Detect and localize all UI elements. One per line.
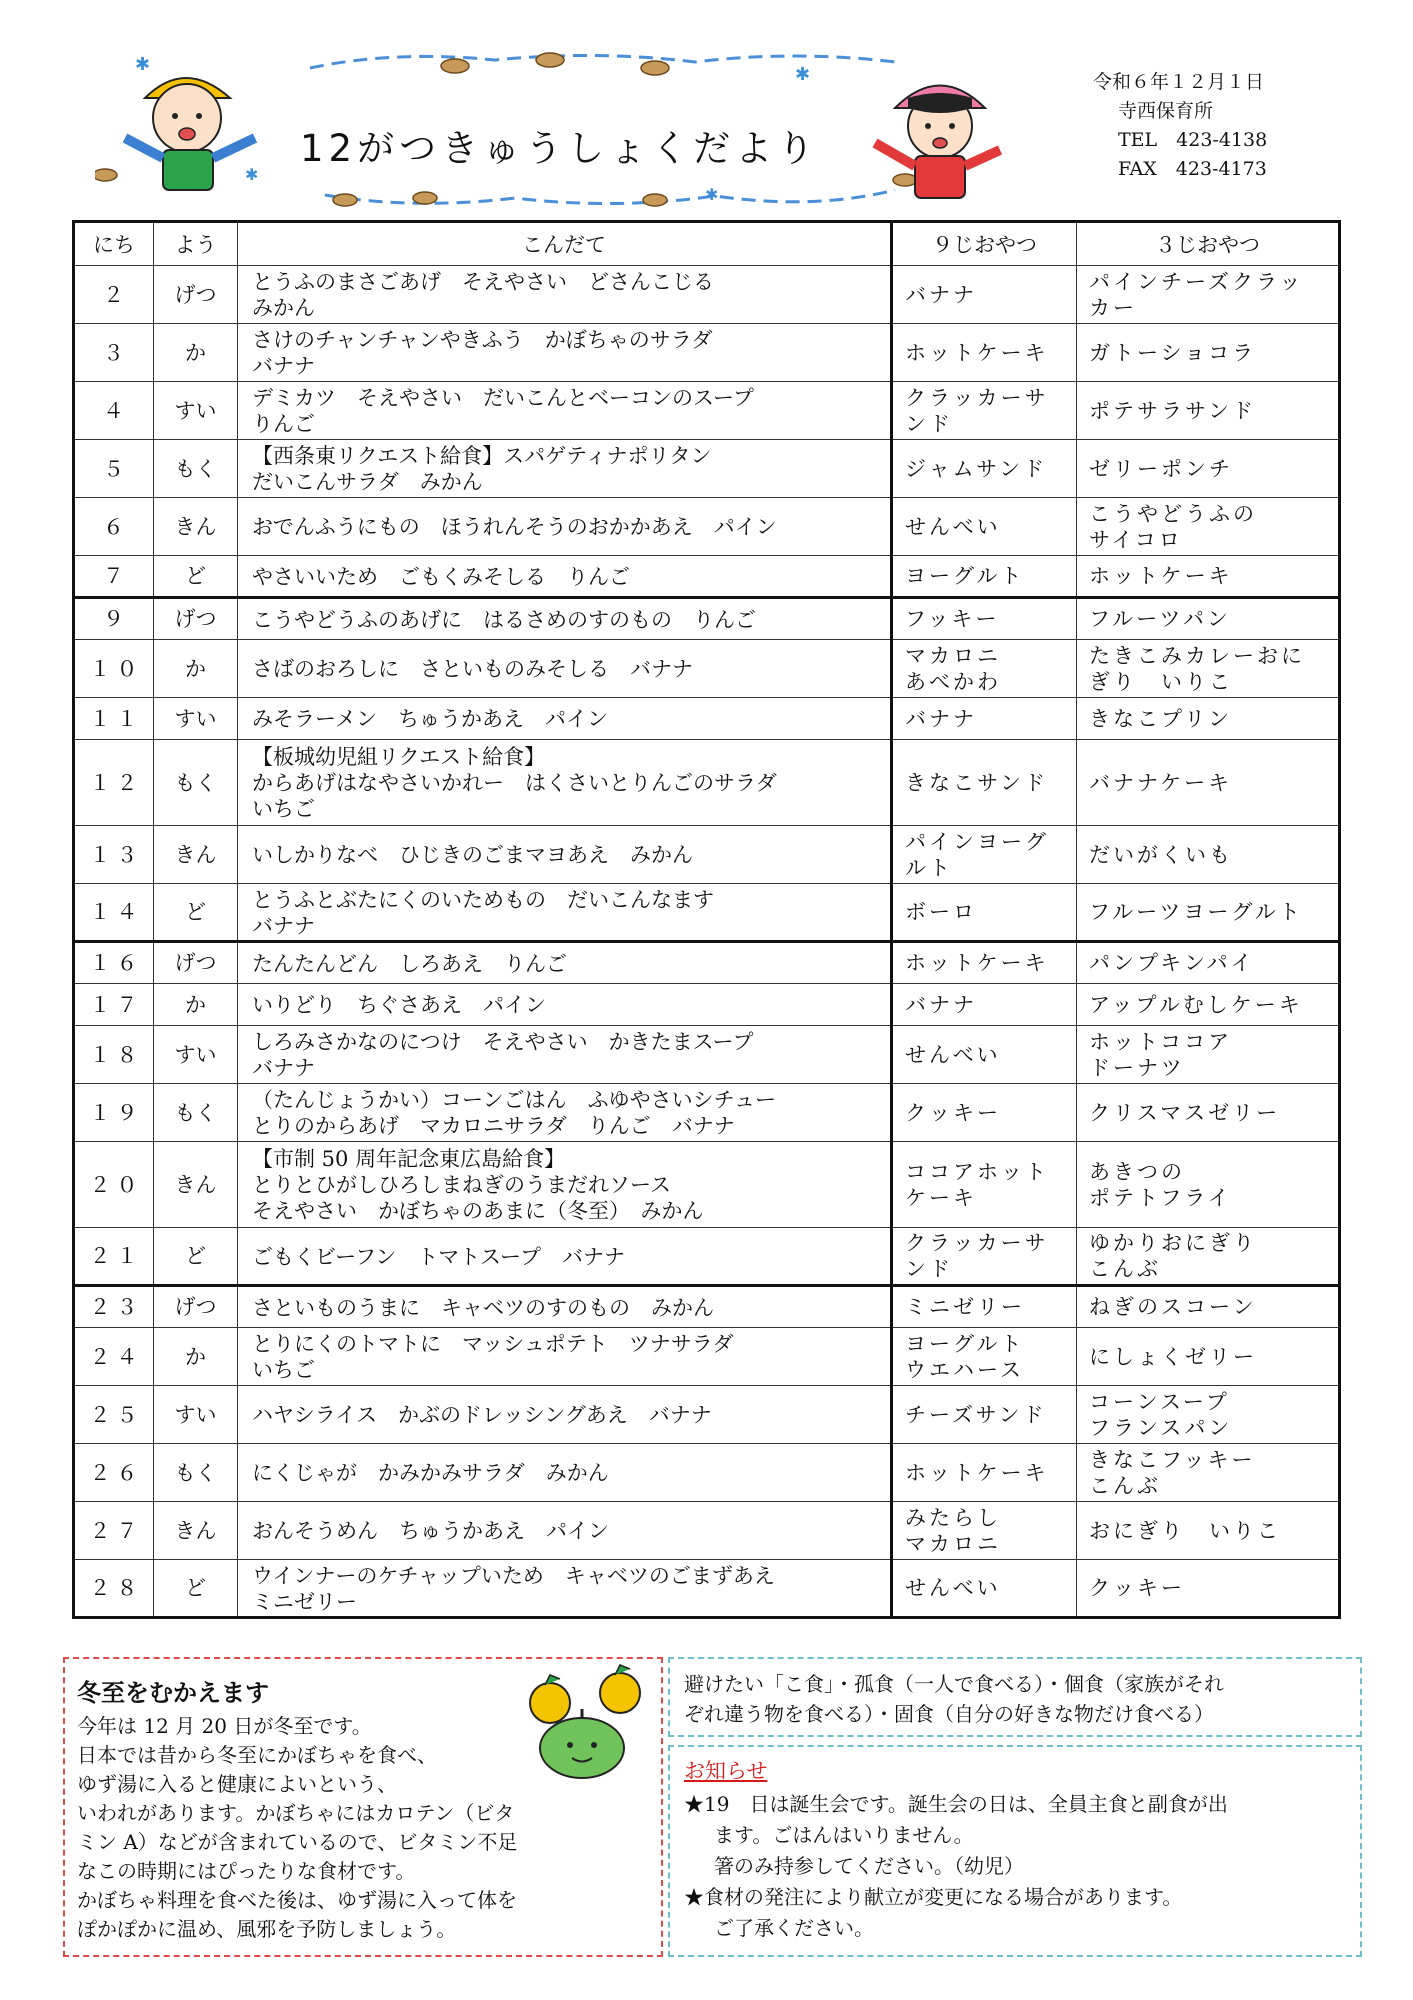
header-weekday: よう	[154, 222, 238, 266]
snack-3-cell-line: あきつの	[1089, 1159, 1185, 1184]
day-cell: １７	[74, 984, 154, 1026]
table-row	[74, 1286, 1340, 1328]
svg-text:✱: ✱	[705, 185, 719, 204]
snack-3-cell-line: こんぶ	[1089, 1257, 1161, 1281]
snack-3-cell-line: おにぎり いりこ	[1089, 1518, 1281, 1543]
tel-number: TEL 423-4138	[1118, 129, 1268, 151]
day-cell: １０	[74, 640, 154, 698]
notice-heading: お知らせ	[684, 1759, 768, 1783]
snack-9-cell-line: ホットケーキ	[905, 951, 1049, 975]
menu-cell-line: いりどり ちぐさあえ パイン	[252, 993, 546, 1017]
snack-9-cell-line: クラッカーサ	[905, 1231, 1049, 1255]
menu-cell-line: おんそうめん ちゅうかあえ パイン	[252, 1519, 609, 1543]
menu-cell-line: バナナ	[252, 1056, 315, 1080]
weekday-cell: もく	[154, 440, 238, 498]
menu-cell-line: やさいいため ごもくみそしる りんご	[252, 564, 630, 589]
snack-9-cell-line: ホットケーキ	[905, 340, 1049, 365]
snack-3-cell-line: フルーツヨーグルト	[1089, 900, 1303, 924]
snack-3-cell	[1077, 884, 1340, 942]
menu-cell	[238, 1386, 892, 1444]
table-row	[74, 984, 1340, 1026]
table-row	[74, 884, 1340, 942]
table-row	[74, 1560, 1340, 1618]
fax-number: FAX 423-4173	[1118, 158, 1267, 180]
snack-3-cell	[1077, 826, 1340, 884]
menu-cell	[238, 884, 892, 942]
menu-cell-line: こうやどうふのあげに はるさめのすのもの りんご	[252, 607, 756, 632]
snack-9-cell	[892, 440, 1077, 498]
snack-9-cell-line: ケーキ	[905, 1185, 977, 1210]
boy-illustration	[115, 58, 285, 198]
weekday-cell: もく	[154, 1444, 238, 1502]
toji-line: 今年は 12 月 20 日が冬至です。	[77, 1714, 372, 1738]
snack-9-cell	[892, 1444, 1077, 1502]
snack-3-cell-line: ゼリーポンチ	[1089, 456, 1233, 481]
snack-3-cell-line: ポテサラサンド	[1089, 398, 1256, 423]
menu-cell	[238, 382, 892, 440]
weekday-cell: きん	[154, 1142, 238, 1228]
day-cell: ２	[74, 266, 154, 324]
snack-3-cell	[1077, 1502, 1340, 1560]
table-row	[74, 1084, 1340, 1142]
table-row	[74, 1502, 1340, 1560]
menu-cell	[238, 1084, 892, 1142]
snack-3-cell-line: きなこフッキー	[1089, 1447, 1256, 1472]
menu-cell	[238, 984, 892, 1026]
menu-cell-line: いちご	[252, 1358, 315, 1382]
day-cell: ２５	[74, 1386, 154, 1444]
snack-3-cell-line: クッキー	[1089, 1576, 1185, 1600]
day-cell: ２７	[74, 1502, 154, 1560]
snack-3-cell	[1077, 984, 1340, 1026]
toji-line: かぼちゃ料理を食べた後は、ゆず湯に入って体を	[77, 1888, 517, 1912]
toji-line: ゆず湯に入ると健康によいという、	[77, 1772, 397, 1796]
snack-9-cell	[892, 1386, 1077, 1444]
menu-cell-line: とうふとぶたにくのいためもの だいこんなます	[252, 887, 714, 912]
header-menu: こんだて	[238, 222, 892, 266]
header	[0, 0, 1413, 215]
snack-9-cell	[892, 266, 1077, 324]
menu-cell-line: だいこんサラダ みかん	[252, 470, 483, 494]
notice-line: ます。ごはんはいりません。	[714, 1823, 974, 1847]
menu-cell-line: 【板城幼児組リクエスト給食】	[252, 745, 546, 769]
menu-cell-line: バナナ	[252, 913, 315, 938]
snack-3-cell	[1077, 740, 1340, 826]
snack-3-cell-line: バナナケーキ	[1089, 770, 1233, 795]
snack-9-cell	[892, 640, 1077, 698]
snack-9-cell-line: フッキー	[905, 607, 1000, 631]
snack-3-cell	[1077, 382, 1340, 440]
toji-line: ミン A）などが含まれているので、ビタミン不足	[77, 1830, 518, 1854]
table-row	[74, 740, 1340, 826]
day-cell: ２１	[74, 1228, 154, 1286]
menu-cell-line: （たんじょうかい）コーンごはん ふゆやさいシチュー	[252, 1088, 776, 1112]
weekday-cell: すい	[154, 382, 238, 440]
menu-cell	[238, 942, 892, 984]
menu-cell	[238, 598, 892, 640]
snack-3-cell-line: ホットケーキ	[1089, 564, 1233, 588]
menu-cell-line: いちご	[252, 797, 315, 821]
table-row	[74, 1386, 1340, 1444]
menu-cell-line: りんご	[252, 412, 315, 436]
snack-3-cell	[1077, 266, 1340, 324]
snack-9-cell-line: せんべい	[905, 1576, 1001, 1600]
snack-3-cell	[1077, 598, 1340, 640]
menu-cell-line: みそラーメン ちゅうかあえ パイン	[252, 707, 608, 731]
koshoku-line: ぞれ違う物を食べる）・固食（自分の好きな物だけ食べる）	[684, 1702, 1214, 1726]
day-cell: １３	[74, 826, 154, 884]
snack-3-cell	[1077, 1386, 1340, 1444]
weekday-cell: か	[154, 324, 238, 382]
snack-3-cell	[1077, 1286, 1340, 1328]
snack-9-cell-line: バナナ	[905, 992, 977, 1017]
day-cell: ２４	[74, 1328, 154, 1386]
snack-9-cell-line: バナナ	[905, 706, 977, 731]
weekday-cell: げつ	[154, 598, 238, 640]
facility-name: 寺西保育所	[1118, 100, 1214, 122]
weekday-cell: か	[154, 640, 238, 698]
menu-cell-line: ごもくビーフン トマトスープ バナナ	[252, 1244, 625, 1269]
menu-cell	[238, 498, 892, 556]
menu-cell	[238, 324, 892, 382]
snack-3-cell-line: たきこみカレーおに	[1089, 643, 1305, 668]
header-snack-9: ９じおやつ	[892, 222, 1077, 266]
svg-text:✱: ✱	[795, 64, 811, 85]
snack-3-cell-line: フランスパン	[1089, 1415, 1233, 1440]
weekday-cell: きん	[154, 826, 238, 884]
day-cell: ７	[74, 556, 154, 598]
day-cell: ２８	[74, 1560, 154, 1618]
weekday-cell: げつ	[154, 1286, 238, 1328]
header-day: にち	[74, 222, 154, 266]
snack-9-cell	[892, 698, 1077, 740]
menu-cell	[238, 1444, 892, 1502]
weekday-cell: ど	[154, 1560, 238, 1618]
snack-9-cell	[892, 942, 1077, 984]
weekday-cell: すい	[154, 1386, 238, 1444]
snack-9-cell	[892, 556, 1077, 598]
snack-3-cell-line: アップルむしケーキ	[1089, 992, 1303, 1017]
table-row	[74, 640, 1340, 698]
snack-9-cell-line: マカロニ	[905, 1531, 1001, 1556]
snack-9-cell	[892, 740, 1077, 826]
menu-table	[72, 220, 1341, 1619]
svg-text:✱: ✱	[135, 54, 151, 75]
snack-9-cell-line: ウエハース	[905, 1357, 1024, 1382]
snack-9-cell	[892, 382, 1077, 440]
snack-9-cell-line: ボーロ	[905, 900, 977, 924]
snack-9-cell-line: みたらし	[905, 1505, 1001, 1530]
girl-illustration	[860, 68, 1030, 208]
table-row	[74, 1444, 1340, 1502]
header-snack-3: ３じおやつ	[1077, 222, 1340, 266]
snack-9-cell	[892, 1142, 1077, 1228]
snack-9-cell-line: クラッカーサ	[905, 385, 1049, 410]
snack-3-cell	[1077, 640, 1340, 698]
weekday-cell: げつ	[154, 266, 238, 324]
day-cell: １８	[74, 1026, 154, 1084]
menu-cell	[238, 740, 892, 826]
toji-heading: 冬至をむかえます	[77, 1679, 269, 1707]
menu-cell	[238, 640, 892, 698]
notice-line: ★19 日は誕生会です。誕生会の日は、全員主食と副食が出	[684, 1792, 1228, 1816]
snack-9-cell	[892, 1228, 1077, 1286]
snack-9-cell	[892, 1560, 1077, 1618]
snack-3-cell-line: ドーナツ	[1089, 1055, 1185, 1080]
weekday-cell: か	[154, 1328, 238, 1386]
facility-info	[1093, 68, 1267, 184]
day-cell: １６	[74, 942, 154, 984]
toji-line: なこの時期にはぴったりな食材です。	[77, 1859, 416, 1883]
menu-cell	[238, 1142, 892, 1228]
table-row	[74, 440, 1340, 498]
menu-cell	[238, 1286, 892, 1328]
weekday-cell: すい	[154, 698, 238, 740]
snack-3-cell-line: コーンスープ	[1089, 1389, 1230, 1414]
day-cell: ３	[74, 324, 154, 382]
snack-9-cell	[892, 884, 1077, 942]
menu-cell-line: にくじゃが かみかみサラダ みかん	[252, 1461, 609, 1485]
weekday-cell: ど	[154, 556, 238, 598]
menu-cell	[238, 1026, 892, 1084]
day-cell: ２６	[74, 1444, 154, 1502]
table-header	[74, 222, 1340, 266]
weekday-cell: もく	[154, 1084, 238, 1142]
snack-3-cell	[1077, 698, 1340, 740]
menu-cell-line: バナナ	[252, 354, 315, 378]
toji-line: いわれがあります。かぼちゃにはカロテン（ビタ	[77, 1801, 515, 1825]
snack-3-cell-line: パインチーズクラッ	[1089, 269, 1304, 294]
menu-cell	[238, 556, 892, 598]
weekday-cell: すい	[154, 1026, 238, 1084]
table-row	[74, 942, 1340, 984]
snack-3-cell-line: カー	[1089, 295, 1137, 320]
page-title: 12がつきゅうしょくだより	[300, 127, 820, 170]
snack-3-cell	[1077, 324, 1340, 382]
menu-cell-line: ウインナーのケチャップいため キャベツのごまずあえ	[252, 1563, 775, 1588]
table-row	[74, 1328, 1340, 1386]
yuzu-pumpkin-illustration	[520, 1663, 660, 1783]
snack-3-cell-line: こんぶ	[1089, 1473, 1161, 1498]
notice-box	[668, 1745, 1362, 1957]
snack-9-cell-line: ヨーグルト	[905, 1331, 1025, 1356]
snack-9-cell-line: クッキー	[905, 1100, 1001, 1125]
toji-line: ぽかぽかに温め、風邪を予防しましょう。	[77, 1917, 457, 1941]
snack-9-cell-line: あべかわ	[905, 669, 1001, 694]
day-cell: ６	[74, 498, 154, 556]
day-cell: ５	[74, 440, 154, 498]
snack-9-cell-line: きなこサンド	[905, 770, 1048, 795]
menu-cell-line: おでんふうにもの ほうれんそうのおかかあえ パイン	[252, 515, 777, 539]
koshoku-box	[668, 1657, 1362, 1737]
snack-9-cell	[892, 1026, 1077, 1084]
menu-cell	[238, 266, 892, 324]
snack-3-cell-line: きなこプリン	[1089, 706, 1233, 731]
snack-9-cell-line: ヨーグルト	[905, 564, 1025, 588]
toji-box	[63, 1657, 663, 1957]
svg-text:✱: ✱	[245, 165, 259, 184]
menu-cell-line: とりとひがしひろしまねぎのうまだれソース	[252, 1173, 671, 1197]
day-cell: １２	[74, 740, 154, 826]
snack-9-cell-line: ルト	[905, 855, 953, 880]
snack-3-cell-line: だいがくいも	[1089, 842, 1233, 867]
menu-cell-line: さばのおろしに さといものみそしる バナナ	[252, 657, 693, 681]
snack-9-cell	[892, 498, 1077, 556]
weekday-cell: きん	[154, 498, 238, 556]
snack-3-cell-line: ゆかりおにぎり	[1089, 1231, 1257, 1255]
snack-9-cell-line: パインヨーグ	[905, 829, 1049, 854]
menu-cell-line: みかん	[252, 296, 315, 320]
snack-9-cell-line: ンド	[905, 411, 953, 436]
issue-date: 令和６年１２月１日	[1093, 71, 1265, 93]
menu-cell-line: からあげはなやさいかれー はくさいとりんごのサラダ	[252, 771, 777, 795]
snack-9-cell-line: チーズサンド	[905, 1402, 1047, 1427]
notice-line: ★食材の発注により献立が変更になる場合があります。	[684, 1885, 1183, 1909]
snack-3-cell-line: ねぎのスコーン	[1089, 1295, 1257, 1319]
weekday-cell: か	[154, 984, 238, 1026]
snack-3-cell	[1077, 1142, 1340, 1228]
menu-cell-line: 【西条東リクエスト給食】スパゲティナポリタン	[252, 444, 712, 468]
snack-3-cell	[1077, 1328, 1340, 1386]
table-row	[74, 324, 1340, 382]
snack-9-cell	[892, 598, 1077, 640]
menu-cell-line: ハヤシライス かぶのドレッシングあえ バナナ	[252, 1403, 712, 1427]
koshoku-line: 避けたい「こ食」・孤食（一人で食べる）・個食（家族がそれ	[684, 1672, 1224, 1696]
table-row	[74, 1228, 1340, 1286]
snack-9-cell	[892, 1328, 1077, 1386]
table-row	[74, 498, 1340, 556]
weekday-cell: もく	[154, 740, 238, 826]
snack-9-cell-line: ジャムサンド	[905, 456, 1048, 481]
menu-cell	[238, 1502, 892, 1560]
menu-cell-line: そえやさい かぼちゃのあまに（冬至） みかん	[252, 1199, 704, 1223]
menu-cell	[238, 826, 892, 884]
table-row	[74, 1026, 1340, 1084]
menu-cell-line: とうふのまさごあげ そえやさい どさんこじる	[252, 270, 714, 294]
table-row	[74, 266, 1340, 324]
menu-cell-line: たんたんどん しろあえ りんご	[252, 951, 567, 976]
snack-3-cell-line: にしょくゼリー	[1089, 1344, 1257, 1369]
snack-9-cell-line: せんべい	[905, 514, 1001, 539]
snack-9-cell-line: ミニゼリー	[905, 1295, 1025, 1319]
snack-9-cell	[892, 984, 1077, 1026]
day-cell: ２３	[74, 1286, 154, 1328]
menu-cell-line: しろみさかなのにつけ そえやさい かきたまスープ	[252, 1030, 754, 1054]
menu-body	[74, 266, 1340, 1618]
snack-9-cell	[892, 1286, 1077, 1328]
weekday-cell: きん	[154, 1502, 238, 1560]
notice-line: 箸のみ持参してください。（幼児）	[714, 1854, 1024, 1878]
menu-cell-line: いしかりなべ ひじきのごまマヨあえ みかん	[252, 843, 693, 867]
day-cell: １９	[74, 1084, 154, 1142]
snack-3-cell	[1077, 556, 1340, 598]
day-cell: １４	[74, 884, 154, 942]
snack-3-cell-line: クリスマスゼリー	[1089, 1100, 1281, 1125]
snack-9-cell-line: バナナ	[905, 282, 977, 307]
notice-line: ご了承ください。	[714, 1916, 874, 1940]
table-row	[74, 598, 1340, 640]
menu-cell	[238, 1228, 892, 1286]
snack-9-cell	[892, 324, 1077, 382]
weekday-cell: げつ	[154, 942, 238, 984]
table-row	[74, 698, 1340, 740]
snack-9-cell	[892, 1084, 1077, 1142]
snack-3-cell-line: ぎり いりこ	[1089, 669, 1233, 694]
menu-cell-line: とりのからあげ マカロニサラダ りんご バナナ	[252, 1114, 735, 1138]
snack-3-cell-line: ガトーショコラ	[1089, 340, 1257, 365]
weekday-cell: ど	[154, 884, 238, 942]
menu-cell-line: さけのチャンチャンやきふう かぼちゃのサラダ	[252, 328, 713, 352]
menu-cell	[238, 1328, 892, 1386]
menu-cell	[238, 698, 892, 740]
menu-cell-line: とりにくのトマトに マッシュポテト ツナサラダ	[252, 1332, 734, 1356]
day-cell: ９	[74, 598, 154, 640]
menu-cell	[238, 1560, 892, 1618]
snack-3-cell-line: パンプキンパイ	[1089, 951, 1255, 975]
table-row	[74, 826, 1340, 884]
snack-3-cell-line: フルーツパン	[1089, 607, 1231, 631]
menu-cell-line: デミカツ そえやさい だいこんとベーコンのスープ	[252, 386, 754, 410]
snack-9-cell	[892, 826, 1077, 884]
snack-9-cell-line: マカロニ	[905, 643, 1001, 668]
day-cell: １１	[74, 698, 154, 740]
menu-cell-line: 【市制 50 周年記念東広島給食】	[252, 1147, 566, 1171]
snack-9-cell-line: せんべい	[905, 1042, 1001, 1067]
weekday-cell: ど	[154, 1228, 238, 1286]
table-row	[74, 1142, 1340, 1228]
menu-cell-line: さといものうまに キャベツのすのもの みかん	[252, 1295, 714, 1320]
snack-3-cell-line: サイコロ	[1089, 527, 1183, 552]
snack-3-cell-line: ホットココア	[1089, 1029, 1233, 1054]
table-row	[74, 382, 1340, 440]
snack-3-cell	[1077, 1228, 1340, 1286]
menu-cell-line: ミニゼリー	[252, 1589, 357, 1614]
toji-line: 日本では昔から冬至にかぼちゃを食べ、	[77, 1743, 437, 1767]
table-row	[74, 556, 1340, 598]
snack-3-cell	[1077, 1026, 1340, 1084]
day-cell: ４	[74, 382, 154, 440]
snack-3-cell	[1077, 440, 1340, 498]
snack-3-cell	[1077, 1444, 1340, 1502]
snack-3-cell	[1077, 1084, 1340, 1142]
snack-9-cell-line: ココアホット	[905, 1159, 1049, 1184]
snack-3-cell	[1077, 498, 1340, 556]
snack-3-cell-line: ポテトフライ	[1089, 1185, 1232, 1210]
menu-cell	[238, 440, 892, 498]
snack-9-cell-line: ホットケーキ	[905, 1460, 1049, 1485]
snack-3-cell	[1077, 1560, 1340, 1618]
snack-3-cell	[1077, 942, 1340, 984]
day-cell: ２０	[74, 1142, 154, 1228]
snack-3-cell-line: こうやどうふの	[1089, 501, 1257, 526]
snack-9-cell-line: ンド	[905, 1257, 953, 1281]
snack-9-cell	[892, 1502, 1077, 1560]
